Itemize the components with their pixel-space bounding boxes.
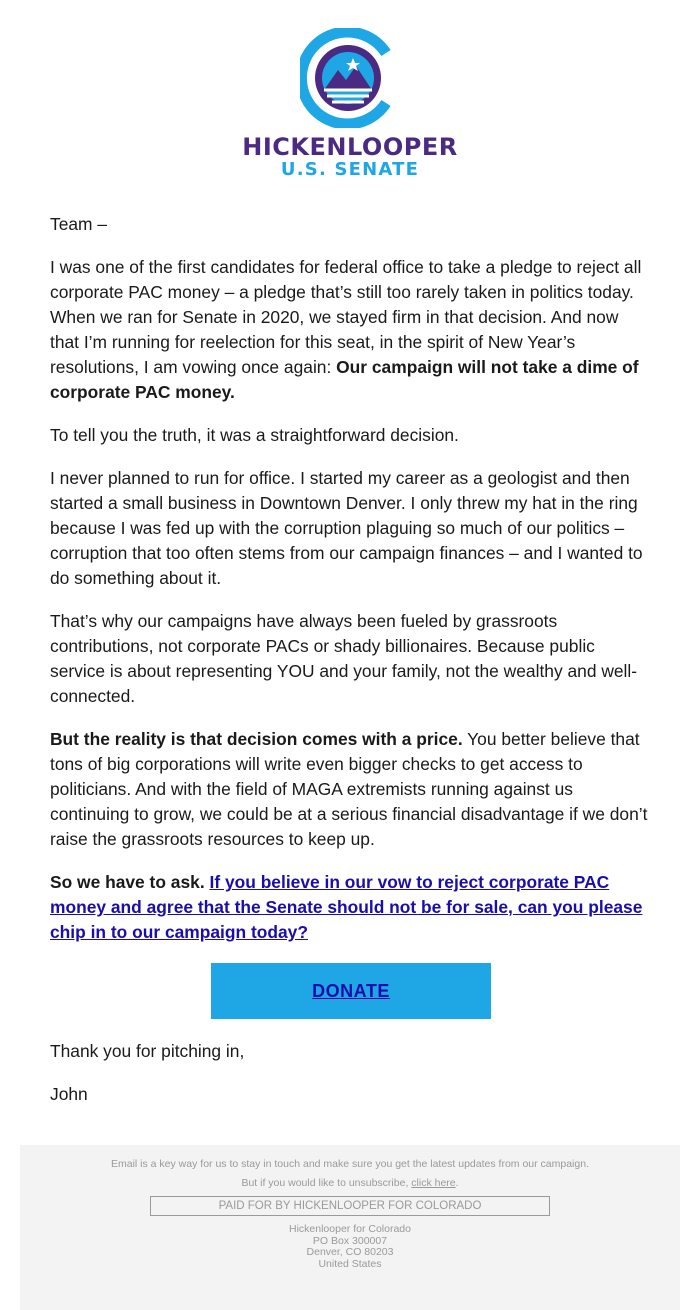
paragraph-pledge bbox=[50, 255, 652, 405]
mailing-address bbox=[20, 1224, 680, 1270]
thank-you: Thank you for pitching in, bbox=[50, 1041, 245, 1061]
donate-text-link[interactable]: If you believe in our vow to reject corporate PAC money and agree that the Senate should not be for sale, can you please chip in to our campaign today? bbox=[50, 872, 643, 942]
unsubscribe-link[interactable]: click here bbox=[411, 1177, 456, 1189]
paragraph-grassroots: That’s why our campaigns have always been fueled by grassroots contributions, not corporate PACs or shady billionaires. Because public service is about representing YOU and your family, not the wealthy and well-connected. bbox=[50, 611, 638, 706]
address-line: United States bbox=[318, 1257, 382, 1270]
paragraph-pledge-bold: Our campaign will not take a dime of corporate PAC money. bbox=[50, 357, 639, 402]
donate-button-wrap bbox=[50, 963, 652, 1019]
paragraph-pledge-text: I was one of the first candidates for federal office to take a pledge to reject all corporate PAC money – a pledge that’s still too rarely taken in politics today. When we ran for Senate in 2020, we stayed firm in that decision. And now that I’m running for reelection for this seat, in the spirit of New Year’s resolutions, I am vowing once again: bbox=[50, 257, 642, 377]
paragraph-decision: To tell you the truth, it was a straightforward decision. bbox=[50, 425, 459, 445]
campaign-logo bbox=[0, 28, 700, 180]
donate-button[interactable]: DONATE bbox=[211, 963, 491, 1019]
paragraph-background: I never planned to run for office. I started my career as a geologist and then started a small business in Downtown Denver. I only threw my hat in the ring because I was fed up with the corruption plaguing so much of our politics – corruption that too often stems from our campaign finances – and I wanted to do something about it. bbox=[50, 468, 643, 588]
address-line: Hickenlooper for Colorado bbox=[289, 1223, 411, 1235]
address-line: PO Box 300007 bbox=[312, 1234, 388, 1247]
greeting: Team – bbox=[50, 214, 108, 234]
paid-for-by-box: PAID FOR BY HICKENLOOPER FOR COLORADO bbox=[150, 1196, 550, 1216]
signature: John bbox=[50, 1084, 88, 1104]
paragraph-ask-bold: So we have to ask. bbox=[50, 872, 210, 892]
paragraph-reality-text: You better believe that tons of big corporations will write even bigger checks to get access to politicians. And with the field of MAGA extremists running against us continuing to grow, we could be at a serious financial disadvantage if we don’t raise the grassroots resources to keep up. bbox=[50, 729, 648, 849]
logo-emblem-icon bbox=[300, 28, 400, 128]
email-footer bbox=[20, 1145, 680, 1310]
footer-unsubscribe-prefix: But if you would like to unsubscribe, bbox=[241, 1177, 412, 1189]
footer-unsubscribe-suffix: . bbox=[455, 1177, 459, 1189]
paragraph-reality-bold: But the reality is that decision comes with a price. bbox=[50, 729, 463, 749]
footer-info: Email is a key way for us to stay in touch and make sure you get the latest updates from our campaign. bbox=[111, 1158, 589, 1170]
address-line: Denver, CO 80203 bbox=[306, 1246, 394, 1258]
footer-unsubscribe-line bbox=[20, 1177, 680, 1189]
logo-subtitle: U.S. SENATE bbox=[280, 159, 420, 180]
paragraph-ask bbox=[50, 870, 652, 945]
email-body bbox=[50, 212, 652, 1125]
logo-title: HICKENLOOPER bbox=[242, 133, 458, 161]
paragraph-reality bbox=[50, 727, 652, 852]
